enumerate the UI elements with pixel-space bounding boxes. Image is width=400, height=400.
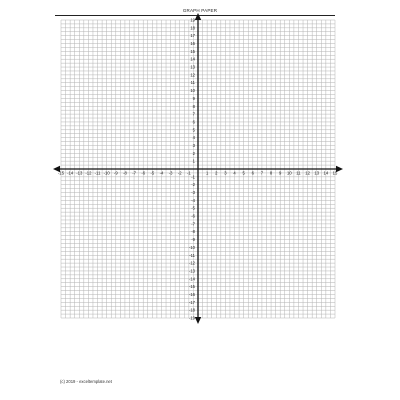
- y-tick-label: 2: [192, 150, 195, 156]
- x-tick-label: 7: [260, 170, 264, 176]
- x-tick-label: -6: [141, 170, 146, 176]
- x-tick-label: 1: [205, 170, 209, 176]
- y-tick-label: 14: [190, 56, 195, 62]
- x-tick-label: -3: [168, 170, 173, 176]
- y-tick-label: -14: [188, 276, 195, 282]
- y-tick-label: 15: [190, 48, 195, 54]
- y-tick-label: 11: [190, 80, 195, 86]
- y-tick-label: 4: [192, 135, 195, 141]
- y-axis-top-arrow: [195, 13, 201, 20]
- x-tick-label: 13: [314, 170, 320, 176]
- page-title: GRAPH PAPER: [182, 8, 218, 13]
- x-tick-label: 2: [215, 170, 218, 176]
- x-tick-label: -13: [76, 170, 83, 176]
- y-tick-label: -7: [191, 221, 195, 227]
- y-tick-label: -9: [191, 237, 195, 243]
- x-tick-label: -9: [113, 170, 118, 176]
- y-tick-label: -12: [188, 260, 195, 266]
- axes: [53, 13, 343, 324]
- y-tick-label: 3: [192, 142, 195, 148]
- x-tick-label: 4: [233, 170, 236, 176]
- y-tick-label: -13: [188, 268, 195, 274]
- x-tick-label: 14: [323, 170, 329, 176]
- y-tick-label: -11: [189, 252, 195, 258]
- x-tick-label: -12: [85, 170, 92, 176]
- y-tick-label: -5: [191, 205, 195, 211]
- y-tick-label: -18: [188, 307, 195, 313]
- y-tick-label: 7: [192, 111, 195, 117]
- y-tick-label: 10: [190, 88, 195, 94]
- x-tick-label: -1: [186, 170, 191, 176]
- x-tick-label: -5: [150, 170, 155, 176]
- x-tick-label: 11: [296, 170, 301, 176]
- x-tick-label: -7: [132, 170, 136, 176]
- x-tick-label: -11: [94, 170, 101, 176]
- y-tick-label: 18: [190, 25, 195, 31]
- y-tick-label: 9: [192, 95, 195, 101]
- x-tick-label: 3: [224, 170, 227, 176]
- y-tick-label: 13: [190, 64, 195, 70]
- x-tick-label: -15: [57, 170, 65, 176]
- x-tick-label: -8: [123, 170, 127, 176]
- x-tick-label: 15: [332, 170, 338, 176]
- y-tick-label: -10: [188, 244, 195, 250]
- x-tick-label: 6: [251, 170, 254, 176]
- y-tick-label: -17: [188, 299, 195, 305]
- y-tick-label: 17: [190, 33, 195, 39]
- y-tick-label: -4: [191, 197, 195, 203]
- y-tick-label: 1: [192, 158, 195, 164]
- y-tick-label: 19: [190, 17, 195, 23]
- x-tick-label: 10: [286, 170, 292, 176]
- y-tick-label: 6: [192, 119, 195, 125]
- x-tick-label: -10: [103, 170, 110, 176]
- x-tick-label: 9: [279, 170, 282, 176]
- y-tick-label: -1: [191, 174, 195, 180]
- y-tick-label: -19: [188, 315, 195, 321]
- y-tick-label: -6: [191, 213, 195, 219]
- y-axis-bottom-arrow: [195, 317, 201, 324]
- y-tick-label: 8: [192, 103, 195, 109]
- y-tick-label: -16: [188, 291, 195, 297]
- x-tick-label: -4: [159, 170, 164, 176]
- y-tick-label: 12: [190, 72, 195, 78]
- x-tick-label: 5: [242, 170, 245, 176]
- x-tick-label: 12: [305, 170, 310, 176]
- y-tick-label: 5: [192, 127, 195, 133]
- y-tick-label: -2: [191, 182, 195, 188]
- y-tick-label: -8: [191, 229, 195, 235]
- x-tick-label: -14: [67, 170, 74, 176]
- footer-copyright: (c) 2019 - exceltemplate.net: [60, 379, 112, 384]
- x-tick-label: -2: [177, 170, 182, 176]
- x-tick-label: 8: [269, 170, 273, 176]
- y-tick-label: 16: [190, 41, 195, 47]
- y-tick-label: -3: [191, 190, 195, 196]
- y-tick-label: -15: [188, 284, 195, 290]
